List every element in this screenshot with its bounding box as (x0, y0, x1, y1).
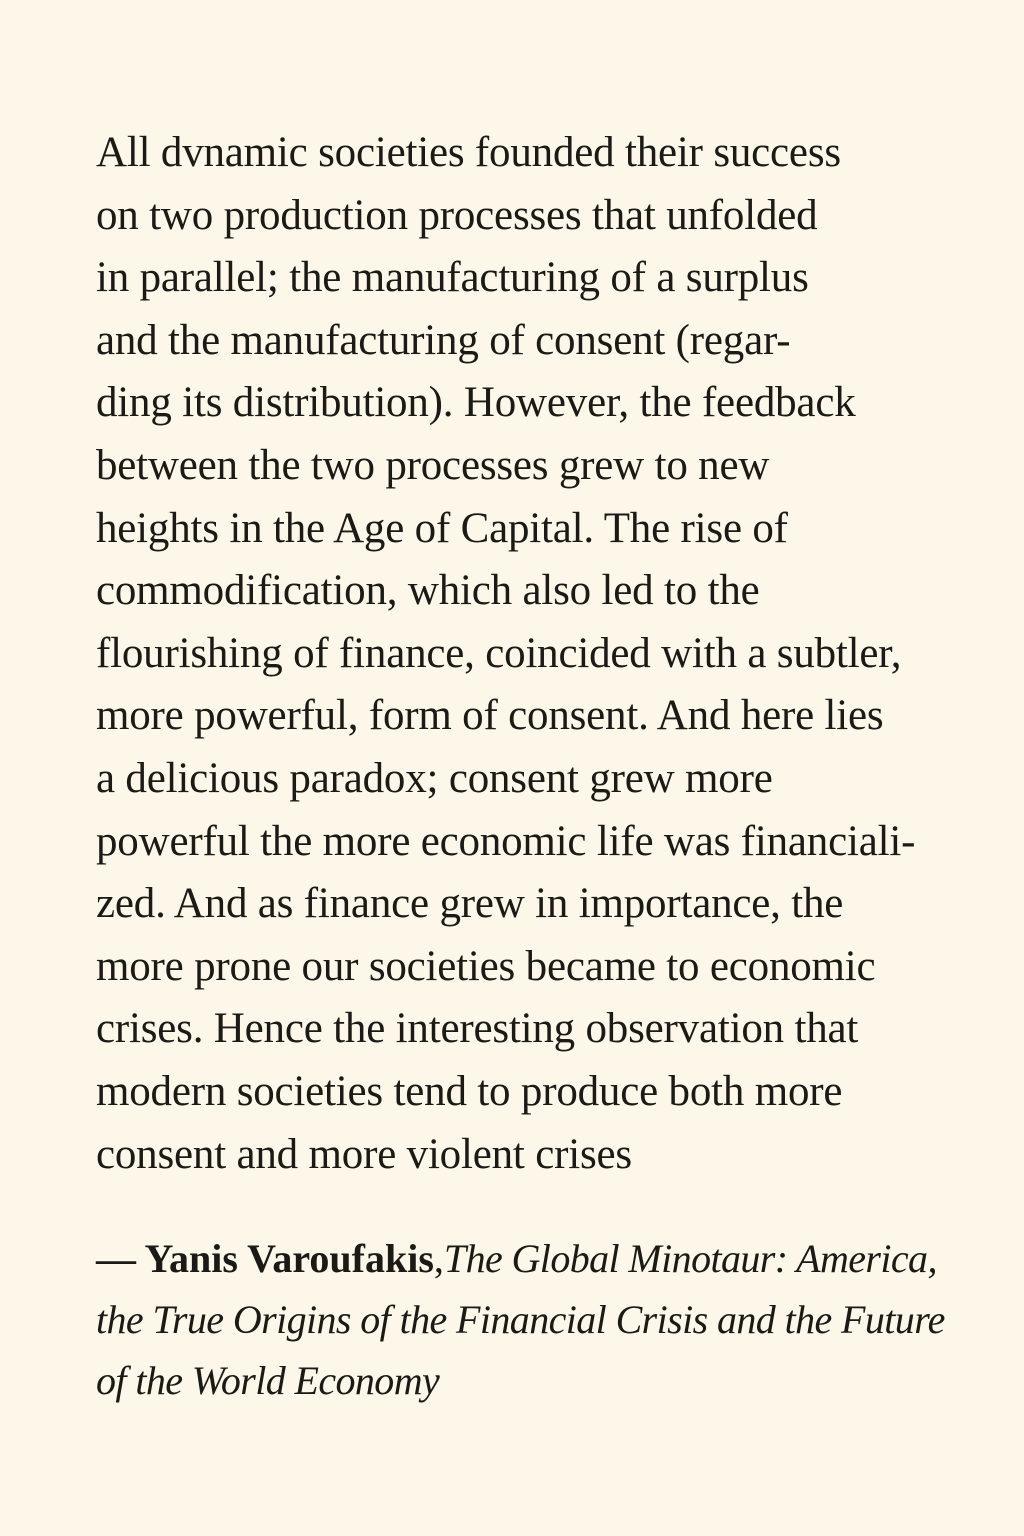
quote-line: heights in the Age of Capital. The rise of (96, 504, 788, 552)
quote-body (96, 122, 964, 1186)
quote-line: powerful the more economic life was financiali- (96, 817, 916, 865)
quote-line: a delicious paradox; consent grew more (96, 754, 773, 802)
quote-line: in parallel; the manufacturing of a surplus (96, 254, 809, 302)
quote-line: All dvnamic societies founded their success (96, 129, 841, 176)
work-title-line: the True Origins of the Financial Crisis and the Future (96, 1297, 945, 1343)
quote-line: more prone our societies became to economic (96, 942, 876, 990)
quote-line: on two production processes that unfolded (96, 191, 818, 239)
quote-attribution (96, 1228, 964, 1411)
work-title-line: of the World Economy (96, 1358, 440, 1404)
attribution-dash: — (96, 1236, 145, 1282)
quote-line: zed. And as finance grew in importance, the (96, 880, 844, 928)
quote-line: modern societies tend to produce both more (96, 1067, 843, 1115)
work-title-line: The Global Minotaur: America, (443, 1236, 937, 1282)
quote-line: consent and more violent crises (96, 1130, 632, 1178)
quote-line: ding its distribution). However, the feedback (96, 379, 856, 427)
quote-line: commodification, which also led to the (96, 567, 760, 615)
quote-line: crises. Hence the interesting observation that (96, 1005, 859, 1053)
quote-line: more powerful, form of consent. And here lies (96, 692, 884, 740)
quote-line: between the two processes grew to new (96, 441, 770, 489)
attribution-line (96, 1228, 964, 1289)
author-name: Yanis Varoufakis (144, 1236, 434, 1282)
quote-line: and the manufacturing of consent (regar- (96, 316, 791, 364)
attribution-separator: , (433, 1236, 444, 1282)
quote-line: flourishing of finance, coincided with a subtler, (96, 629, 902, 677)
